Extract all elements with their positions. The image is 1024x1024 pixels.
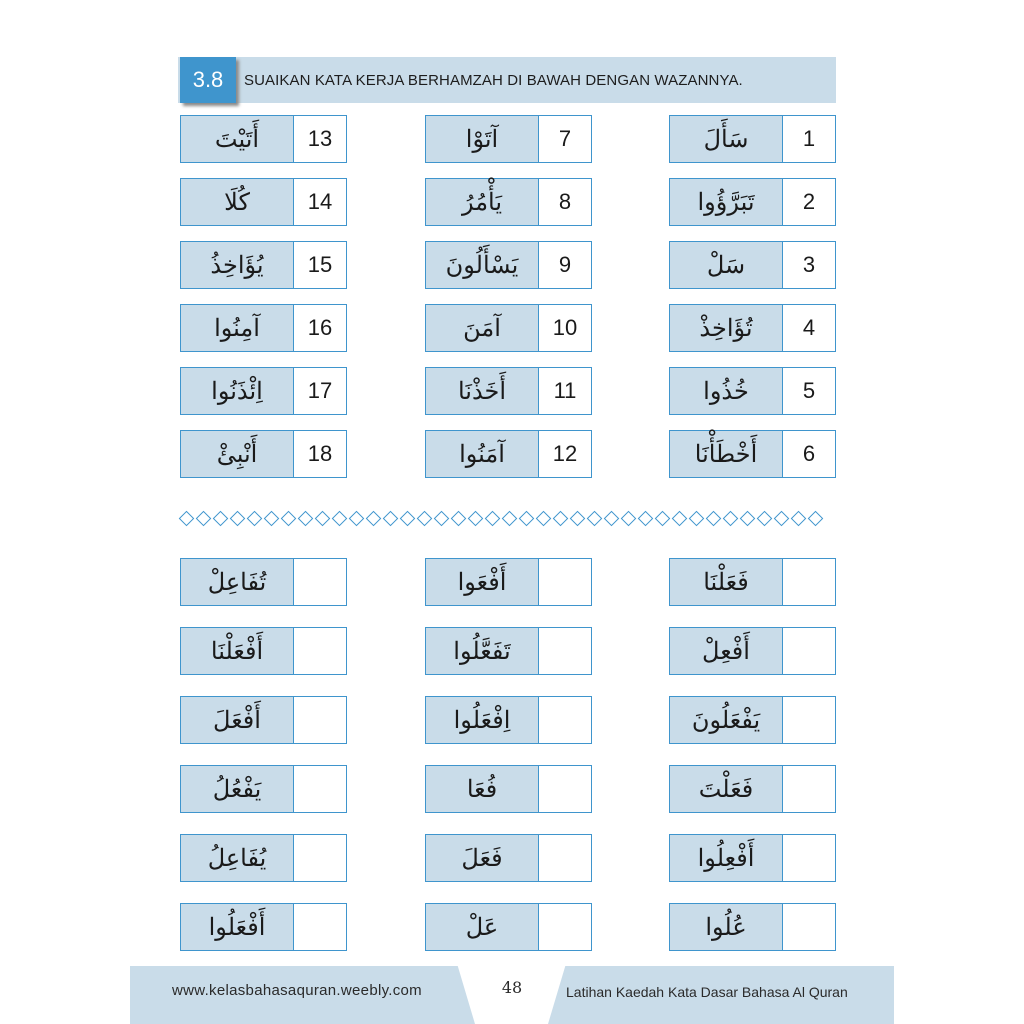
- diamond-icon: [383, 511, 399, 527]
- diamond-icon: [706, 511, 722, 527]
- wazan-item: [425, 765, 592, 813]
- verb-item: [669, 304, 836, 352]
- arabic-word: خُذُوا: [669, 367, 783, 415]
- arabic-word: يَسْأَلُونَ: [425, 241, 539, 289]
- wazan-item: [669, 765, 836, 813]
- item-number: 6: [783, 430, 836, 478]
- arabic-word: يَفْعُلُ: [180, 765, 294, 813]
- arabic-word: آمِنُوا: [180, 304, 294, 352]
- diamond-icon: [349, 511, 365, 527]
- item-number: 16: [294, 304, 347, 352]
- diamond-icon: [621, 511, 637, 527]
- answer-box[interactable]: [294, 765, 347, 813]
- verb-item: [669, 367, 836, 415]
- arabic-word: يَفْعَلُونَ: [669, 696, 783, 744]
- diamond-icon: [808, 511, 824, 527]
- arabic-word: يُؤَاخِذُ: [180, 241, 294, 289]
- diamond-icon: [400, 511, 416, 527]
- arabic-word: كُلَا: [180, 178, 294, 226]
- wazan-item: [425, 696, 592, 744]
- item-number: 11: [539, 367, 592, 415]
- verb-item: [669, 430, 836, 478]
- footer-url: www.kelasbahasaquran.weebly.com: [172, 982, 422, 999]
- answer-box[interactable]: [783, 765, 836, 813]
- verb-item: [425, 115, 592, 163]
- diamond-icon: [519, 511, 535, 527]
- verb-item: [180, 430, 347, 478]
- diamond-icon: [570, 511, 586, 527]
- diamond-icon: [298, 511, 314, 527]
- arabic-word: أَتَيْتَ: [180, 115, 294, 163]
- arabic-word: تَبَرَّؤُوا: [669, 178, 783, 226]
- arabic-word: اِئْذَنُوا: [180, 367, 294, 415]
- diamond-icon: [553, 511, 569, 527]
- wazan-item: [180, 765, 347, 813]
- wazan-item: [425, 834, 592, 882]
- verb-item: [425, 241, 592, 289]
- diamond-icon: [315, 511, 331, 527]
- diamond-icon: [264, 511, 280, 527]
- arabic-word: أَفْعَلَ: [180, 696, 294, 744]
- item-number: 3: [783, 241, 836, 289]
- verb-item: [180, 115, 347, 163]
- answer-box[interactable]: [294, 834, 347, 882]
- item-number: 17: [294, 367, 347, 415]
- item-number: 7: [539, 115, 592, 163]
- diamond-icon: [672, 511, 688, 527]
- item-number: 10: [539, 304, 592, 352]
- answer-box[interactable]: [539, 627, 592, 675]
- diamond-icon: [468, 511, 484, 527]
- answer-box[interactable]: [783, 558, 836, 606]
- diamond-icon: [723, 511, 739, 527]
- arabic-word: آمَنَ: [425, 304, 539, 352]
- arabic-word: فُعَا: [425, 765, 539, 813]
- arabic-word: آمَنُوا: [425, 430, 539, 478]
- answer-box[interactable]: [783, 696, 836, 744]
- answer-box[interactable]: [294, 627, 347, 675]
- diamond-icon: [757, 511, 773, 527]
- diamond-icon: [417, 511, 433, 527]
- answer-box[interactable]: [783, 903, 836, 951]
- arabic-word: تُؤَاخِذْ: [669, 304, 783, 352]
- arabic-word: أَفْعَلْنَا: [180, 627, 294, 675]
- diamond-icon: [774, 511, 790, 527]
- item-number: 4: [783, 304, 836, 352]
- item-number: 8: [539, 178, 592, 226]
- verb-item: [180, 241, 347, 289]
- arabic-word: فَعَلْتَ: [669, 765, 783, 813]
- arabic-word: عَلْ: [425, 903, 539, 951]
- footer-book-title: Latihan Kaedah Kata Dasar Bahasa Al Quran: [566, 984, 848, 1000]
- verb-item: [425, 178, 592, 226]
- arabic-word: أَفْعِلْ: [669, 627, 783, 675]
- answer-box[interactable]: [539, 903, 592, 951]
- wazan-item: [180, 696, 347, 744]
- item-number: 5: [783, 367, 836, 415]
- verb-item: [425, 367, 592, 415]
- answer-box[interactable]: [294, 903, 347, 951]
- diamond-icon: [502, 511, 518, 527]
- wazan-item: [180, 558, 347, 606]
- diamond-icon: [247, 511, 263, 527]
- item-number: 2: [783, 178, 836, 226]
- diamond-icon: [332, 511, 348, 527]
- answer-box[interactable]: [539, 834, 592, 882]
- verb-item: [180, 367, 347, 415]
- diamond-icon: [434, 511, 450, 527]
- verb-item: [669, 115, 836, 163]
- answer-box[interactable]: [294, 696, 347, 744]
- diamond-icon: [213, 511, 229, 527]
- diamond-icon: [485, 511, 501, 527]
- diamond-divider: [178, 509, 838, 529]
- exercise-title: SUAIKAN KATA KERJA BERHAMZAH DI BAWAH DENGAN WAZANNYA.: [244, 72, 743, 89]
- diamond-icon: [196, 511, 212, 527]
- arabic-word: سَأَلَ: [669, 115, 783, 163]
- diamond-icon: [366, 511, 382, 527]
- arabic-word: اِفْعَلُوا: [425, 696, 539, 744]
- arabic-word: أَفْعَلُوا: [180, 903, 294, 951]
- diamond-icon: [587, 511, 603, 527]
- arabic-word: فَعَلْنَا: [669, 558, 783, 606]
- answer-box[interactable]: [294, 558, 347, 606]
- diamond-icon: [689, 511, 705, 527]
- wazan-item: [425, 558, 592, 606]
- item-number: 14: [294, 178, 347, 226]
- wazan-item: [669, 696, 836, 744]
- section-number-badge: 3.8: [180, 57, 236, 103]
- wazan-item: [669, 558, 836, 606]
- wazan-item: [425, 627, 592, 675]
- answer-box[interactable]: [539, 765, 592, 813]
- wazan-item: [425, 903, 592, 951]
- arabic-word: أَخْطَأْنَا: [669, 430, 783, 478]
- arabic-word: عُلُوا: [669, 903, 783, 951]
- diamond-icon: [638, 511, 654, 527]
- arabic-word: يُفَاعِلُ: [180, 834, 294, 882]
- answer-box[interactable]: [539, 558, 592, 606]
- verb-item: [425, 304, 592, 352]
- arabic-word: فَعَلَ: [425, 834, 539, 882]
- arabic-word: أَنْبِئْ: [180, 430, 294, 478]
- wazan-item: [669, 627, 836, 675]
- verb-item: [180, 178, 347, 226]
- diamond-icon: [451, 511, 467, 527]
- answer-box[interactable]: [783, 627, 836, 675]
- diamond-icon: [281, 511, 297, 527]
- verb-item: [669, 178, 836, 226]
- wazan-item: [669, 903, 836, 951]
- arabic-word: تَفَعَّلُوا: [425, 627, 539, 675]
- diamond-icon: [179, 511, 195, 527]
- wazan-item: [180, 903, 347, 951]
- diamond-icon: [740, 511, 756, 527]
- item-number: 1: [783, 115, 836, 163]
- arabic-word: أَفْعَوا: [425, 558, 539, 606]
- diamond-icon: [536, 511, 552, 527]
- verb-item: [180, 304, 347, 352]
- wazan-item: [180, 834, 347, 882]
- arabic-word: سَلْ: [669, 241, 783, 289]
- page-number: 48: [501, 978, 523, 997]
- arabic-word: أَخَذْنَا: [425, 367, 539, 415]
- arabic-word: يَأْمُرُ: [425, 178, 539, 226]
- wazan-item: [180, 627, 347, 675]
- diamond-icon: [655, 511, 671, 527]
- wazan-item: [669, 834, 836, 882]
- diamond-icon: [791, 511, 807, 527]
- arabic-word: تُفَاعِلْ: [180, 558, 294, 606]
- item-number: 18: [294, 430, 347, 478]
- verb-item: [425, 430, 592, 478]
- arabic-word: آتَوْا: [425, 115, 539, 163]
- diamond-icon: [230, 511, 246, 527]
- item-number: 15: [294, 241, 347, 289]
- item-number: 9: [539, 241, 592, 289]
- answer-box[interactable]: [539, 696, 592, 744]
- answer-box[interactable]: [783, 834, 836, 882]
- verb-item: [669, 241, 836, 289]
- diamond-icon: [604, 511, 620, 527]
- item-number: 13: [294, 115, 347, 163]
- item-number: 12: [539, 430, 592, 478]
- arabic-word: أَفْعِلُوا: [669, 834, 783, 882]
